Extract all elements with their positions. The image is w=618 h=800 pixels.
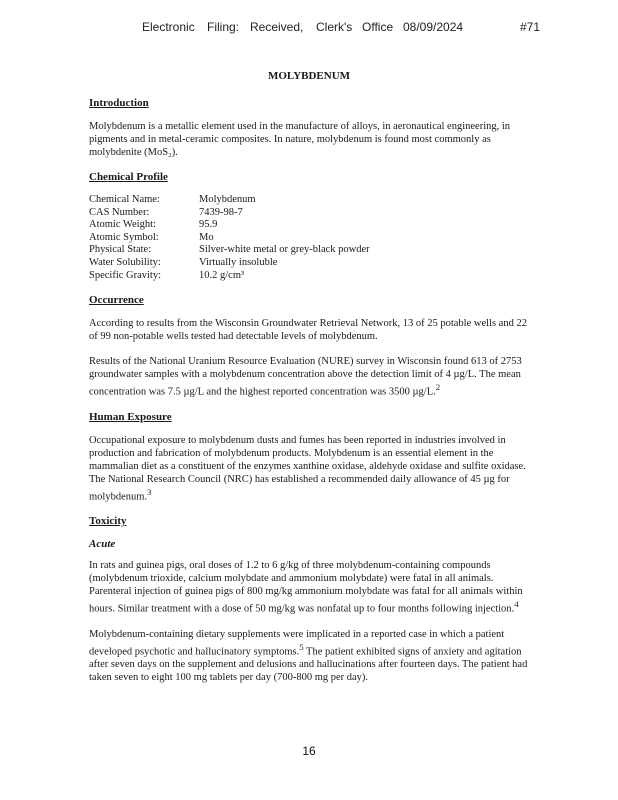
profile-row xyxy=(89,207,370,220)
footnote-ref: 4 xyxy=(514,599,519,610)
page-number: 16 xyxy=(302,744,316,758)
toxicity-paragraph-1 xyxy=(89,559,529,616)
profile-label: CAS Number: xyxy=(89,206,150,218)
footnote-ref: 2 xyxy=(435,382,441,393)
human-exposure-paragraph xyxy=(89,434,529,504)
introduction-heading: Introduction xyxy=(89,97,149,109)
profile-row xyxy=(89,257,370,270)
header-office: Office xyxy=(362,20,394,34)
toxicity-paragraph-2a: Molybdenum-containing dietary supplements were implicated in a reported case in which a patient developed psychotic and hallucinatory symptoms. xyxy=(89,628,505,658)
header-filing: Filing: xyxy=(207,20,240,34)
document-body xyxy=(89,70,529,696)
toxicity-paragraph-1-text: In rats and guinea pigs, oral doses of 1.2 to 6 g/kg of three molybdenum-containing compounds (molybdenum trioxide, calcium molybdate and ammonium molybdate) were fatal in all animals. Parenteral injection of guinea pigs of 800 mg/kg ammonium molybdate was fatal for all animals within hours. Similar treatment with a dose of 50 mg/kg was nonfatal up to four months following injection. xyxy=(89,560,523,615)
header-filing-number: #71 xyxy=(520,20,541,34)
profile-value: 95.9 xyxy=(199,219,218,231)
toxicity-paragraph-2b: The patient exhibited signs of anxiety and agitation after seven days on the supplement and delusions and hallucinations after fourteen days. The patient had taken seven to eight 100 mg tablets per day (700-800 mg per day). xyxy=(89,646,528,684)
occurrence-paragraph-2-text: Results of the National Uranium Resource Evaluation (NURE) survey in Wisconsin found 613 of 2753 groundwater samples with a molybdenum concentration above the detection limit of 4 µg/L. The mean concentration was 7.5 µg/L and the highest reported concentration was 3500 µg/L. xyxy=(89,356,522,398)
toxicity-paragraph-2 xyxy=(89,628,529,685)
footnote-ref: 3 xyxy=(147,486,152,497)
profile-label: Chemical Name: xyxy=(89,194,160,205)
profile-label: Water Solubility: xyxy=(89,256,161,268)
profile-label: Atomic Symbol: xyxy=(89,231,159,243)
toxicity-heading: Toxicity xyxy=(89,515,127,528)
header-electronic: Electronic xyxy=(142,20,195,34)
profile-row xyxy=(89,244,370,257)
profile-row xyxy=(89,219,370,232)
document-title: MOLYBDENUM xyxy=(267,70,351,82)
profile-row xyxy=(89,232,370,245)
occurrence-paragraph-1: According to results from the Wisconsin Groundwater Retrieval Network, 13 of 25 potable wells and 22 of 99 non-potable wells tested had detectable levels of molybdenum. xyxy=(89,318,527,343)
header-received: Received, xyxy=(250,20,304,34)
profile-value: Molybdenum xyxy=(199,194,256,205)
profile-value: 10.2 g/cm³ xyxy=(199,269,245,281)
chemical-profile-table xyxy=(89,194,370,282)
profile-value: Mo xyxy=(199,231,214,243)
chemical-profile-heading: Chemical Profile xyxy=(89,171,168,183)
profile-value: Virtually insoluble xyxy=(199,256,278,268)
footnote-ref: 5 xyxy=(299,641,304,652)
human-exposure-heading: Human Exposure xyxy=(89,410,172,423)
profile-row xyxy=(89,270,370,283)
acute-subheading: Acute xyxy=(89,538,116,551)
profile-row xyxy=(89,194,370,207)
occurrence-heading: Occurrence xyxy=(89,294,144,307)
header-date: 08/09/2024 xyxy=(403,20,464,34)
human-exposure-text: Occupational exposure to molybdenum dusts and fumes has been reported in industries involved in production and fabrication of molybdenum products. Molybdenum is an essential element in the mammalian diet as a constituent of the enzymes xanthine oxidase, aldehyde oxidase and sulfite oxidase. The National Research Council (NRC) has established a recommended daily allowance of 45 µg for molybdenum. xyxy=(89,434,526,503)
introduction-text: Molybdenum is a metallic element used in the manufacture of alloys, in aeronautical engineering, in pigments and in metal-ceramic composites. In nature, molybdenum is found most commonly as molybdenite (MoS₂). xyxy=(89,121,511,158)
header-clerks: Clerk's xyxy=(316,20,353,34)
occurrence-paragraph-2 xyxy=(89,355,529,399)
profile-label: Atomic Weight: xyxy=(89,219,156,231)
profile-value: Silver-white metal or grey-black powder xyxy=(199,244,370,256)
profile-label: Physical State: xyxy=(89,244,152,256)
profile-label: Specific Gravity: xyxy=(89,269,162,281)
profile-value: 7439-98-7 xyxy=(199,206,243,218)
